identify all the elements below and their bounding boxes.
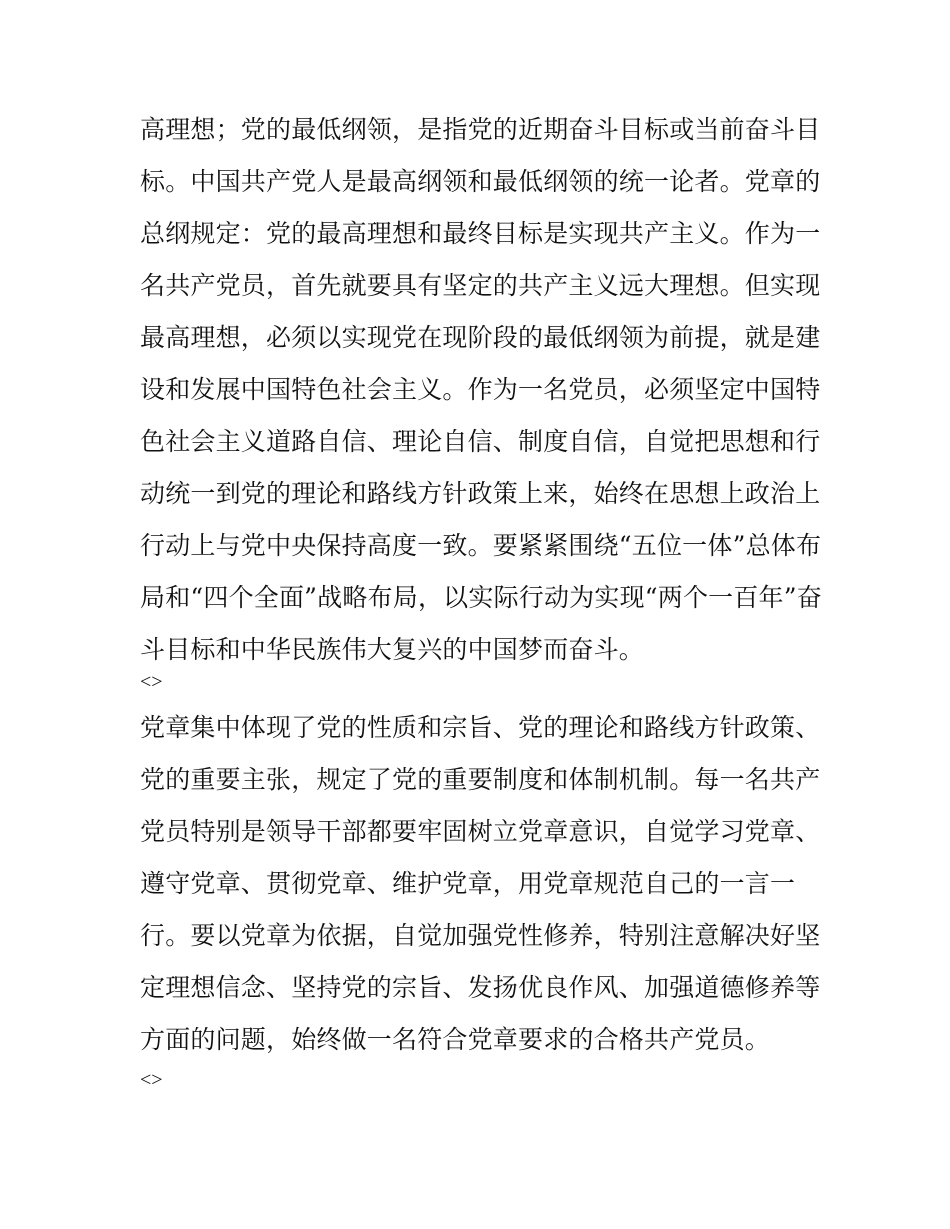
- text-line: 名共产党员，首先就要具有坚定的共产主义远大理想。但实现: [140, 271, 821, 300]
- text-line: 党的重要主张，规定了党的重要制度和体制机制。每一名共产: [140, 765, 821, 794]
- section-marker: <>: [140, 1069, 163, 1091]
- text-line: 行。要以党章为依据，自觉加强党性修养，特别注意解决好坚: [140, 921, 821, 950]
- text-line: 定理想信念、坚持党的宗旨、发扬优良作风、加强道德修养等: [140, 973, 821, 1002]
- text-line: 行动上与党中央保持高度一致。要紧紧围绕“五位一体”总体布: [140, 531, 822, 560]
- text-line: 总纲规定：党的最高理想和最终目标是实现共产主义。作为一: [140, 219, 821, 248]
- text-line: 设和发展中国特色社会主义。作为一名党员，必须坚定中国特: [140, 375, 821, 404]
- section-marker: <>: [140, 671, 163, 693]
- text-line: 斗目标和中华民族伟大复兴的中国梦而奋斗。: [140, 635, 645, 664]
- text-line: 党章集中体现了党的性质和宗旨、党的理论和路线方针政策、: [140, 713, 821, 742]
- text-line: 党员特别是领导干部都要牢固树立党章意识，自觉学习党章、: [140, 817, 821, 846]
- text-line: 色社会主义道路自信、理论自信、制度自信，自觉把思想和行: [140, 427, 821, 456]
- text-line: 最高理想，必须以实现党在现阶段的最低纲领为前提，就是建: [140, 323, 821, 352]
- text-line: 局和“四个全面”战略布局，以实际行动为实现“两个一百年”奋: [140, 583, 822, 612]
- paragraph-1: [140, 104, 820, 676]
- text-line: 方面的问题，始终做一名符合党章要求的合格共产党员。: [140, 1025, 771, 1054]
- text-line: 高理想；党的最低纲领，是指党的近期奋斗目标或当前奋斗目: [140, 115, 821, 144]
- text-line: 标。中国共产党人是最高纲领和最低纲领的统一论者。党章的: [140, 167, 821, 196]
- text-line: 动统一到党的理论和路线方针政策上来，始终在思想上政治上: [140, 479, 821, 508]
- text-line: 遵守党章、贯彻党章、维护党章，用党章规范自己的一言一: [140, 869, 796, 898]
- paragraph-2: [140, 702, 820, 1066]
